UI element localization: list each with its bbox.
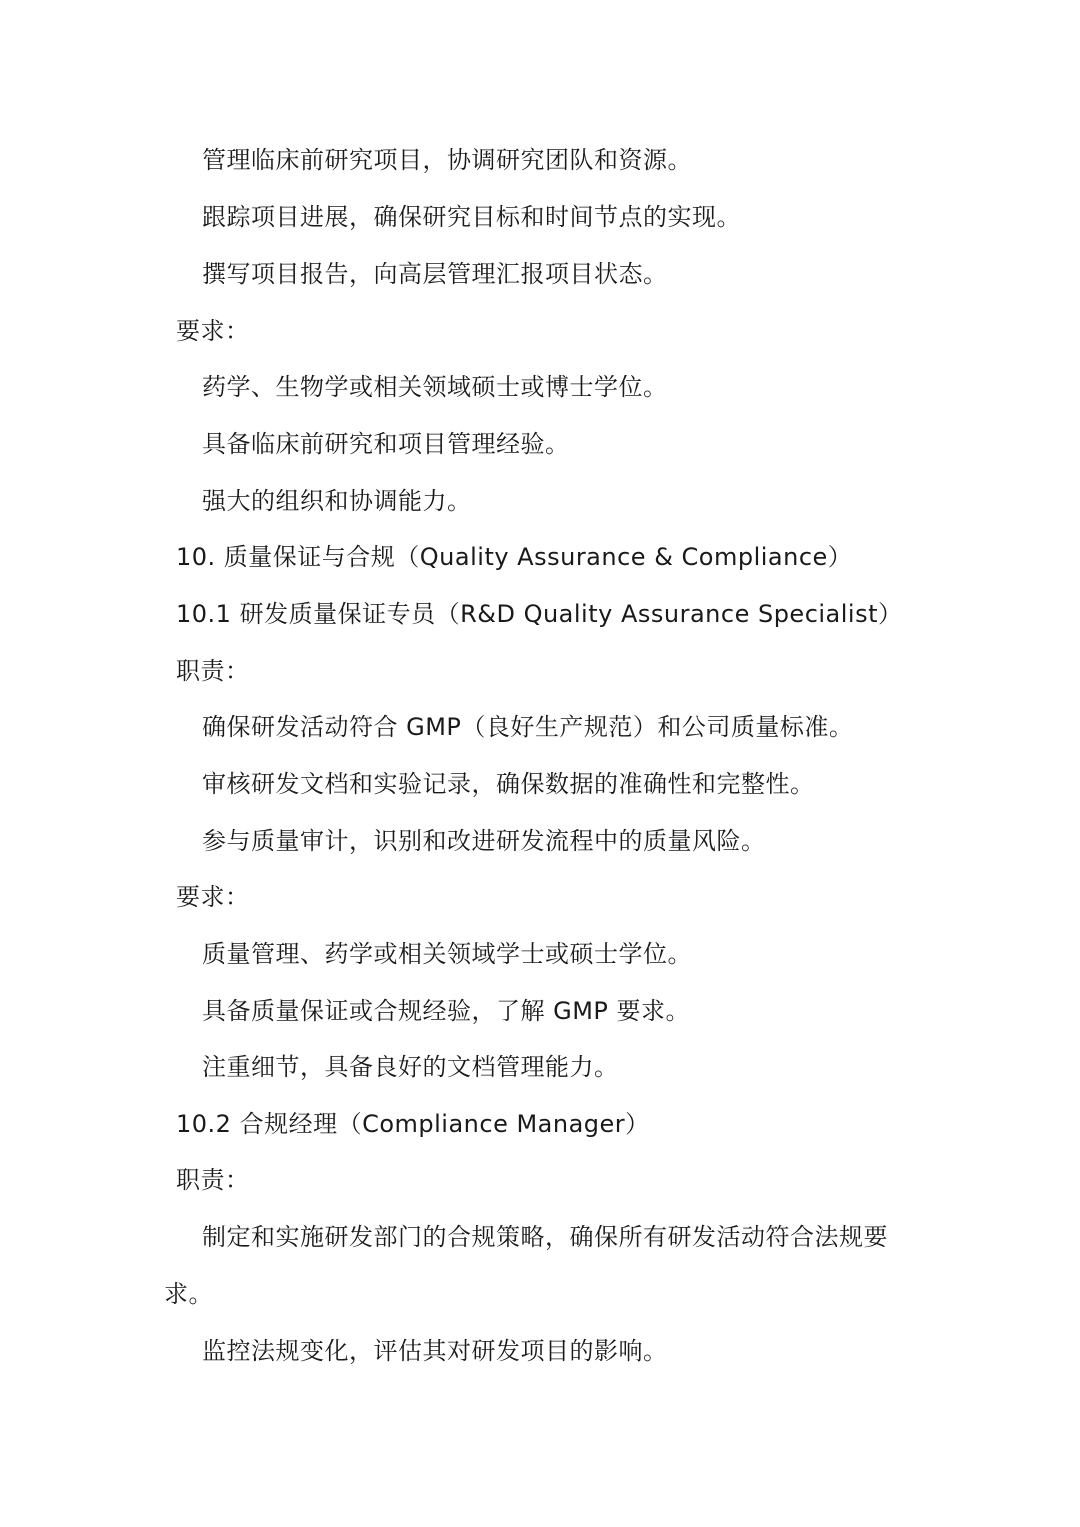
requirement-item: 具备临床前研究和项目管理经验。 — [202, 430, 570, 458]
duty-item: 制定和实施研发部门的合规策略，确保所有研发活动符合法规要 — [202, 1223, 888, 1251]
requirement-item: 注重细节，具备良好的文档管理能力。 — [202, 1053, 619, 1081]
requirements-label: 要求： — [176, 883, 250, 911]
duty-item: 参与质量审计，识别和改进研发流程中的质量风险。 — [202, 827, 766, 855]
duty-item: 确保研发活动符合 GMP（良好生产规范）和公司质量标准。 — [202, 713, 854, 741]
requirement-item: 药学、生物学或相关领域硕士或博士学位。 — [202, 373, 668, 401]
duty-item-continuation: 求。 — [164, 1280, 213, 1308]
requirements-label: 要求： — [176, 317, 250, 345]
duties-label: 职责： — [176, 657, 250, 685]
requirement-item: 强大的组织和协调能力。 — [202, 487, 472, 515]
duty-item: 审核研发文档和实验记录，确保数据的准确性和完整性。 — [202, 770, 815, 798]
duty-item: 跟踪项目进展，确保研究目标和时间节点的实现。 — [202, 203, 741, 231]
subsection-heading: 10.1 研发质量保证专员（R&D Quality Assurance Specialist） — [176, 600, 903, 628]
section-heading: 10. 质量保证与合规（Quality Assurance & Compliance） — [176, 543, 853, 571]
requirement-item: 具备质量保证或合规经验，了解 GMP 要求。 — [202, 997, 691, 1025]
duty-item: 撰写项目报告，向高层管理汇报项目状态。 — [202, 260, 668, 288]
subsection-heading: 10.2 合规经理（Compliance Manager） — [176, 1110, 650, 1138]
duties-label: 职责： — [176, 1166, 250, 1194]
duty-item: 监控法规变化，评估其对研发项目的影响。 — [202, 1337, 668, 1365]
requirement-item: 质量管理、药学或相关领域学士或硕士学位。 — [202, 940, 692, 968]
duty-item: 管理临床前研究项目，协调研究团队和资源。 — [202, 146, 692, 174]
